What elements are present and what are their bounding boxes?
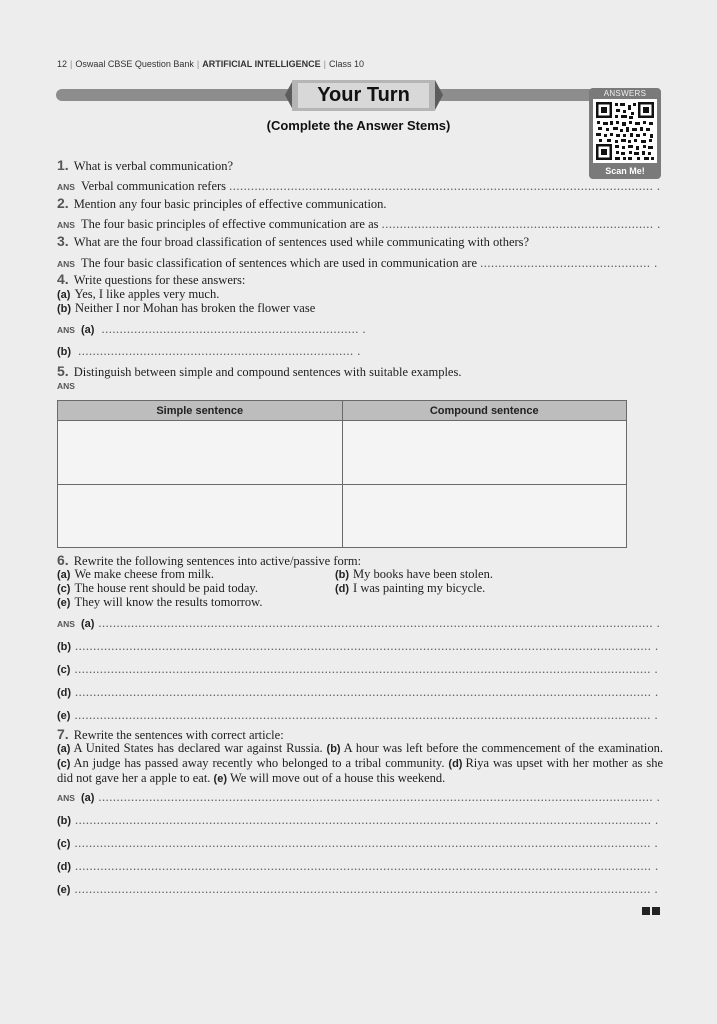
- answer-blank[interactable]: ............................................................................................................................................................... .: [75, 813, 659, 827]
- end-marks: [642, 902, 662, 920]
- item-text: An judge has passed away recently who belonged to a tribal community.: [73, 756, 445, 770]
- answer-1: [57, 179, 661, 194]
- answer-7b: [57, 813, 659, 828]
- item-label: (c): [57, 583, 71, 595]
- qr-top-label: ANSWERS: [603, 89, 647, 98]
- item-label: (c): [57, 664, 71, 676]
- question-5: [57, 363, 461, 380]
- item-label: (a): [57, 289, 71, 301]
- question-4-item-b: [57, 301, 315, 316]
- banner-box: [292, 80, 435, 111]
- item-label: (a): [80, 618, 95, 630]
- question-number: 6.: [57, 552, 69, 568]
- answer-blank[interactable]: ............................................................................................................................................................... .: [74, 882, 659, 896]
- table-header-row: [58, 401, 627, 421]
- item-text: Neither I nor Mohan has broken the flower vase: [75, 301, 316, 315]
- qr-scan-label: Scan Me!: [605, 166, 645, 176]
- answer-2: [57, 217, 661, 232]
- answer-6a: [57, 616, 660, 631]
- answer-6e: [57, 708, 658, 723]
- item-text: My books have been stolen.: [353, 567, 493, 581]
- answer-4b: [57, 344, 361, 359]
- item-text: A hour was left before the commencement of the examination.: [343, 741, 663, 755]
- question-number: 4.: [57, 271, 69, 287]
- ans-label: ANS: [57, 259, 75, 269]
- item-label: (a): [57, 569, 71, 581]
- answer-blank[interactable]: ......................................................................................................................................................... .: [98, 616, 661, 630]
- table-cell-compound[interactable]: [342, 421, 627, 485]
- answer-blank[interactable]: ............................................................................ .: [78, 344, 361, 358]
- item-label: (e): [57, 884, 71, 896]
- item-text: We will move out of a house this weekend.: [230, 771, 446, 785]
- ans-label: ANS: [57, 182, 75, 192]
- item-label: (b): [57, 815, 72, 827]
- item-text: Yes, I like apples very much.: [74, 287, 220, 301]
- answer-stem: Verbal communication refers: [80, 179, 227, 193]
- answers-qr-card[interactable]: [589, 88, 661, 179]
- answer-stem: The four basic classification of sentences which are used in communication are: [80, 256, 477, 270]
- question-6-item-a: [57, 567, 214, 582]
- question-number: 2.: [57, 195, 69, 211]
- question-number: 1.: [57, 157, 69, 173]
- answer-3: [57, 256, 658, 271]
- item-text: We make cheese from milk.: [74, 567, 215, 581]
- question-number: 5.: [57, 363, 69, 379]
- subject-name: ARTIFICIAL INTELLIGENCE: [202, 59, 321, 69]
- question-3: [57, 233, 529, 250]
- answer-7c: [57, 836, 658, 851]
- answer-blank[interactable]: ....................................................................... .: [101, 322, 367, 336]
- question-4: [57, 271, 245, 288]
- answer-4a: [57, 322, 366, 337]
- book-title: Oswaal CBSE Question Bank: [75, 59, 194, 69]
- item-label: (d): [335, 583, 350, 595]
- question-2: [57, 195, 387, 212]
- question-text: Rewrite the sentences with correct article:: [73, 728, 284, 742]
- item-text: The house rent should be paid today.: [74, 581, 258, 595]
- ans-label: ANS: [57, 793, 75, 803]
- item-text: Riya was upset with her mother as she did not gave her a apple to eat.: [57, 756, 663, 785]
- table-header-compound: Compound sentence: [342, 401, 627, 421]
- section-title: Your Turn: [298, 83, 429, 108]
- answer-7d: [57, 859, 659, 874]
- question-text: What is verbal communication?: [73, 159, 234, 173]
- qr-code-icon: [593, 99, 657, 163]
- answer-6d: [57, 685, 659, 700]
- question-6-item-d: [335, 581, 485, 596]
- class-label: Class 10: [328, 59, 364, 69]
- answer-blank[interactable]: ............................................................................................................................................................... .: [75, 685, 659, 699]
- question-6-item-c: [57, 581, 258, 596]
- item-label: (b): [57, 641, 72, 653]
- question-text: Write questions for these answers:: [73, 273, 246, 287]
- item-label: (e): [57, 597, 71, 609]
- question-1: [57, 157, 233, 174]
- item-label: (d): [448, 758, 463, 770]
- table-cell-simple[interactable]: [58, 484, 343, 548]
- item-label: (e): [57, 710, 71, 722]
- table-cell-simple[interactable]: [58, 421, 343, 485]
- item-label: (a): [80, 324, 95, 336]
- question-text: Rewrite the following sentences into active/passive form:: [73, 554, 362, 568]
- answer-stem: The four basic principles of effective communication are as: [80, 217, 379, 231]
- question-7-items: [57, 741, 663, 786]
- answer-blank[interactable]: ............................................... .: [480, 256, 658, 270]
- item-label: (a): [80, 792, 95, 804]
- answer-5: [57, 378, 81, 393]
- item-text: I was painting my bicycle.: [353, 581, 486, 595]
- question-text: What are the four broad classification of sentences used while communicating with others?: [73, 235, 530, 249]
- answer-7e: [57, 882, 658, 897]
- item-label: (d): [57, 687, 72, 699]
- ans-label: ANS: [57, 220, 75, 230]
- answer-blank[interactable]: ..................................................................................................................... .: [229, 179, 661, 193]
- ans-label: ANS: [57, 381, 75, 391]
- answer-blank[interactable]: ......................................................................................................................................................... .: [98, 790, 661, 804]
- question-6-item-b: [335, 567, 493, 582]
- answer-blank[interactable]: ........................................................................... .: [381, 217, 661, 231]
- question-4-item-a: [57, 287, 219, 302]
- item-text: A United States has declared war against Russia.: [73, 741, 323, 755]
- question-6-item-e: [57, 595, 263, 610]
- answer-blank[interactable]: ............................................................................................................................................................... .: [74, 708, 659, 722]
- question-text: Mention any four basic principles of effective communication.: [73, 197, 387, 211]
- ans-label: ANS: [57, 619, 75, 629]
- answer-blank[interactable]: ............................................................................................................................................................... .: [75, 639, 659, 653]
- answer-7a: [57, 790, 660, 805]
- question-text: Distinguish between simple and compound sentences with suitable examples.: [73, 365, 462, 379]
- table-header-simple: Simple sentence: [58, 401, 343, 421]
- comparison-table: [57, 400, 627, 548]
- item-label: (d): [57, 861, 72, 873]
- item-label: (a): [57, 743, 71, 755]
- ans-label: ANS: [57, 325, 75, 335]
- table-row: [58, 421, 627, 485]
- section-subtitle: (Complete the Answer Stems): [266, 118, 451, 133]
- item-label: (b): [335, 569, 350, 581]
- running-head: 12 | Oswaal CBSE Question Bank | ARTIFICIAL INTELLIGENCE | Class 10: [57, 59, 364, 69]
- answer-blank[interactable]: ............................................................................................................................................................... .: [75, 859, 659, 873]
- banner-right-arrow: [435, 80, 443, 110]
- answer-blank[interactable]: ............................................................................................................................................................... .: [74, 836, 659, 850]
- table-row: [58, 484, 627, 548]
- item-label: (c): [57, 758, 71, 770]
- answer-6c: [57, 662, 658, 677]
- item-label: (b): [326, 743, 341, 755]
- page-number: 12: [57, 59, 68, 69]
- item-label: (c): [57, 838, 71, 850]
- item-label: (e): [213, 773, 227, 785]
- question-number: 7.: [57, 726, 69, 742]
- answer-6b: [57, 639, 659, 654]
- answer-blank[interactable]: ............................................................................................................................................................... .: [74, 662, 659, 676]
- item-text: They will know the results tomorrow.: [74, 595, 263, 609]
- table-cell-compound[interactable]: [342, 484, 627, 548]
- question-number: 3.: [57, 233, 69, 249]
- item-label: (b): [57, 303, 72, 315]
- item-label: (b): [57, 346, 72, 358]
